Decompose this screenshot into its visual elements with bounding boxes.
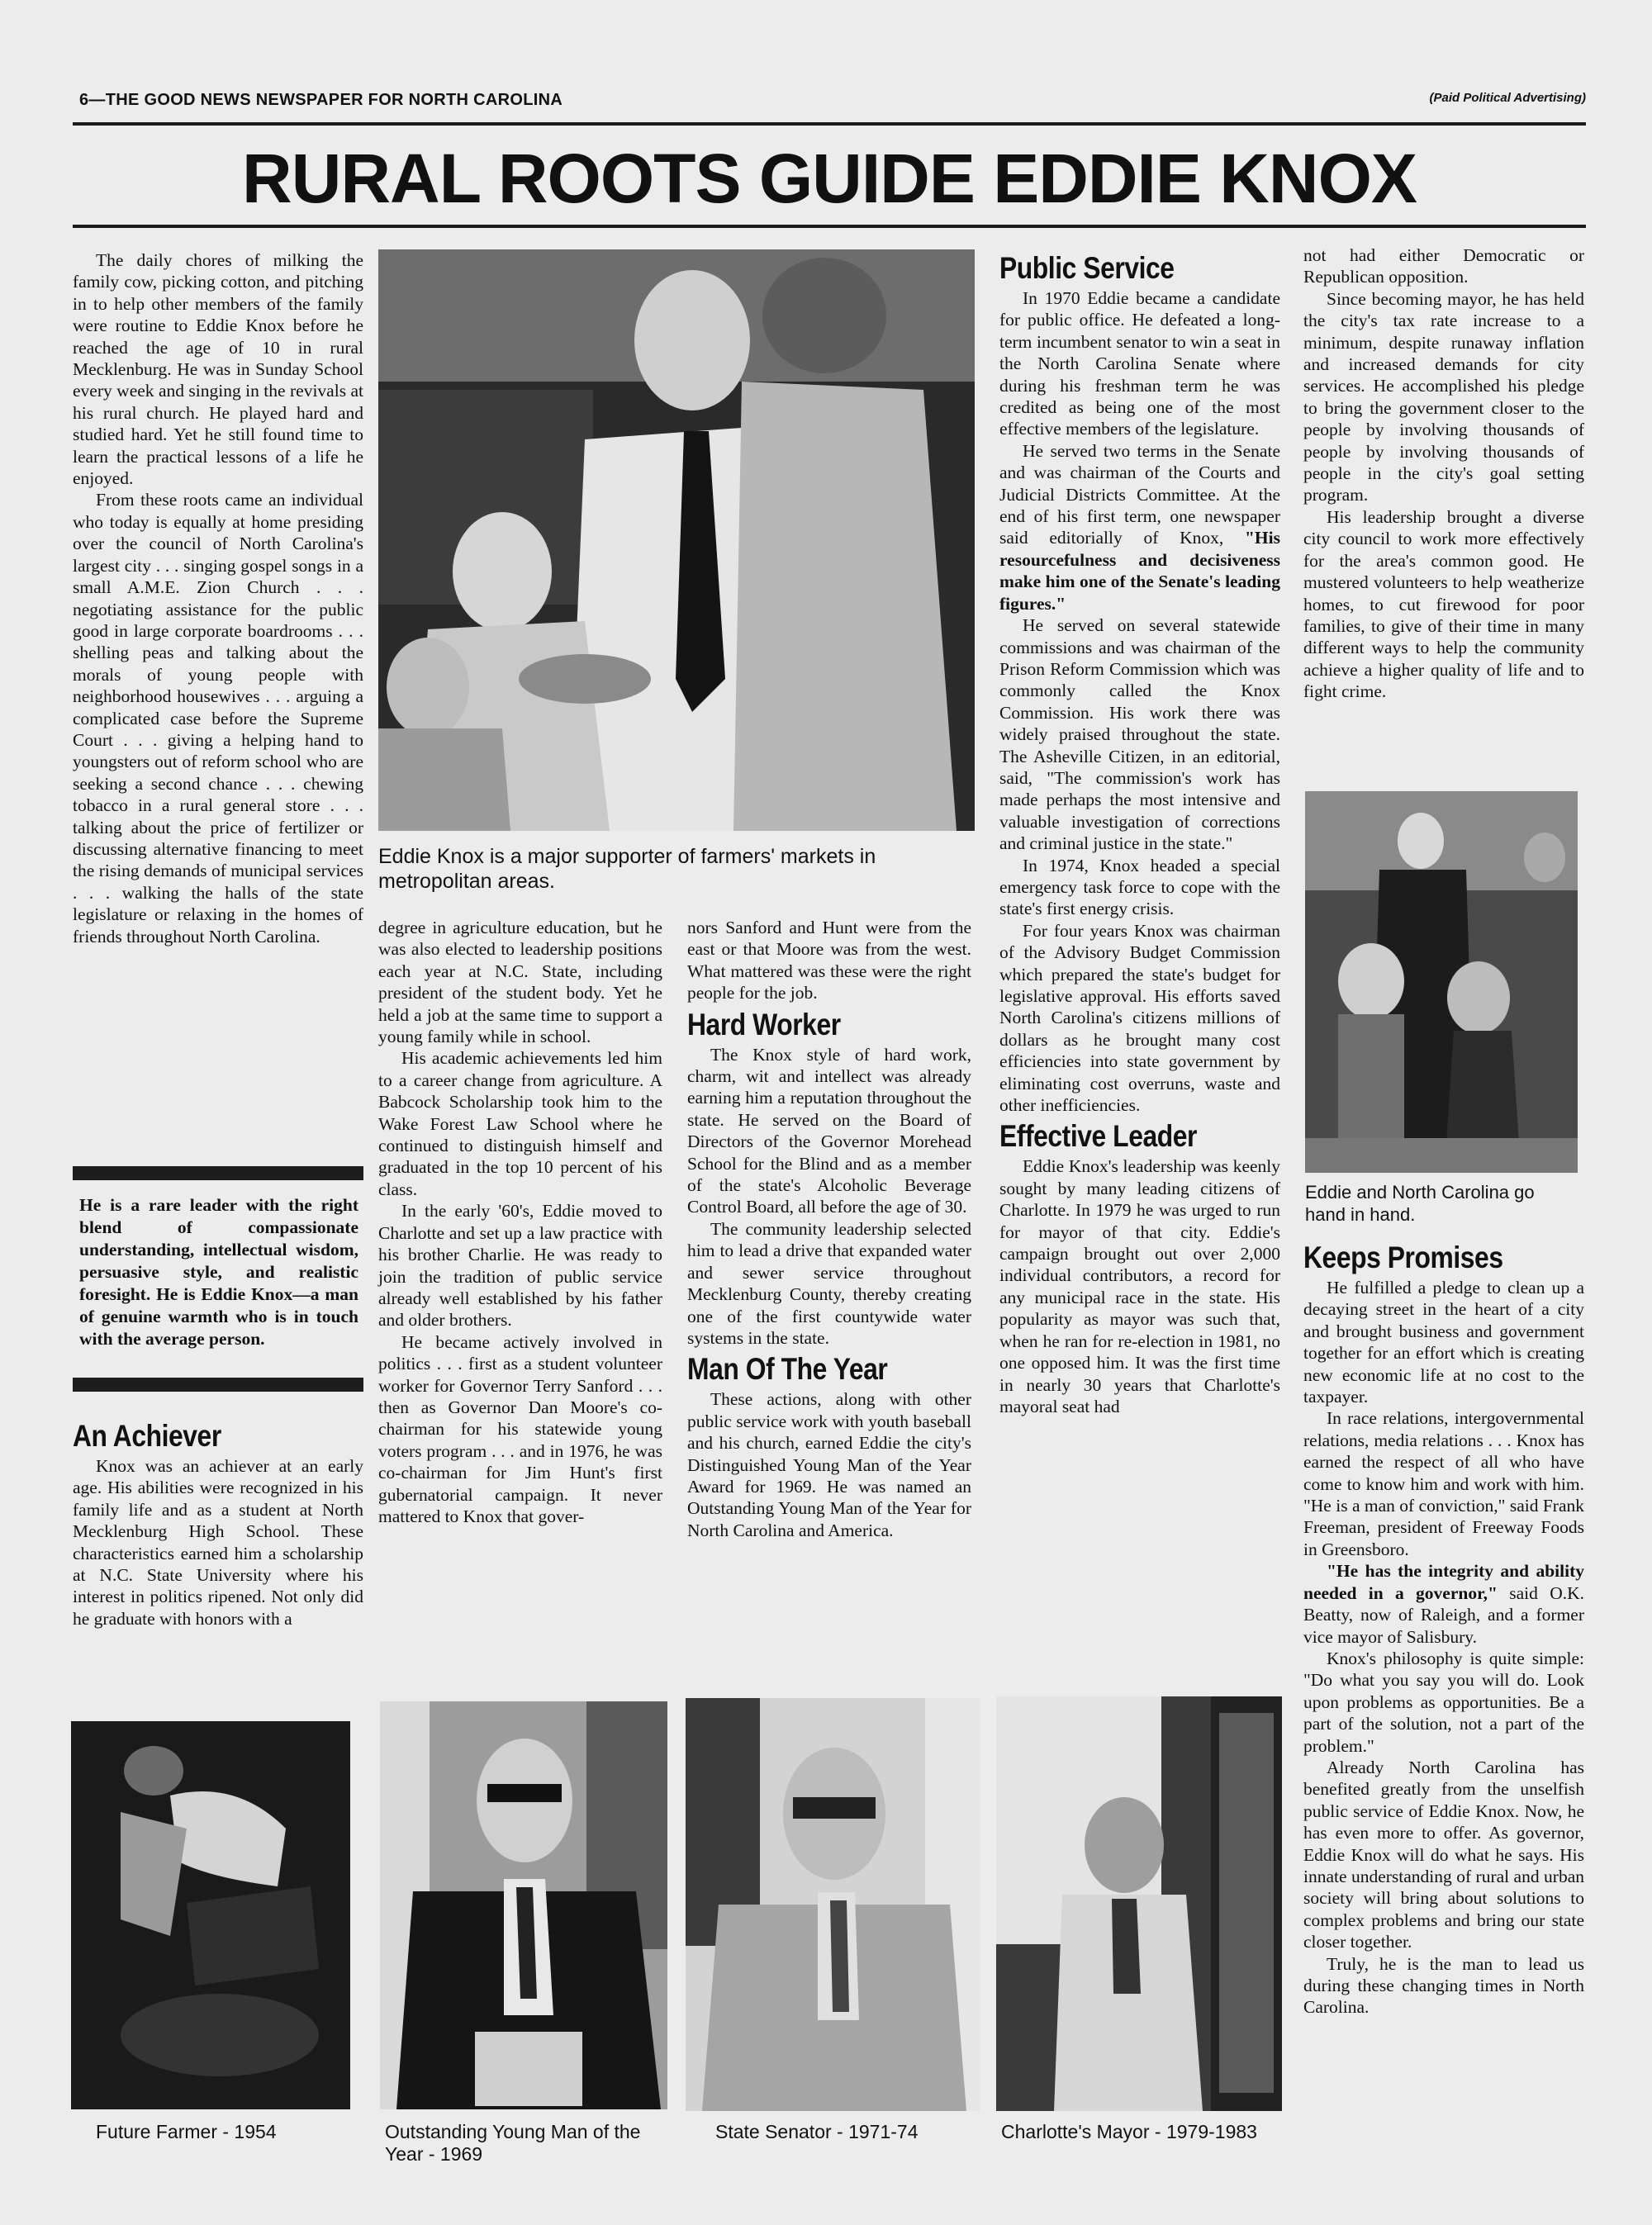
heading-man-of-the-year: Man Of The Year [687, 1352, 888, 1387]
col5-p2: Since becoming mayor, he has held the city's tax rate increase to a minimum, despite runaway inflation and increased demands for city services. He accomplished his pledge to bring the government closer to the people by involving thousands of people by involving thousands of people in the city's goal setting program. [1303, 288, 1584, 505]
col4-p2 [999, 440, 1280, 614]
col2-p2: His academic achievements led him to a career change from agriculture. A Babcock Scholarship took him to the Wake Forest Law School where he continued to distinguish himself and graduated in the top 10 percent of his class. [378, 1048, 662, 1199]
photo-state-senator [686, 1698, 980, 2111]
photo-charlotte-mayor [996, 1696, 1282, 2111]
column-5-lower [1303, 1237, 1584, 2019]
column-1 [73, 249, 363, 947]
col4-p6: Eddie Knox's leadership was keenly sought by many leading citizens of Charlotte. In 1979 he was urged to run for mayor of that city. Eddie's campaign brought out over 2,000 individual contributors, a record for any municipal race in the state. His popularity as mayor was such that, when he ran for re-election in 1981, no one opposed him. It was the first time in nearly 30 years that Charlotte's mayoral seat had [999, 1156, 1280, 1416]
photo-farmers-market [378, 249, 975, 831]
photo-farmers-market-image [378, 249, 975, 831]
col2-p3: In the early '60's, Eddie moved to Charlotte and set up a law practice with his brother Charlie. He was ready to join the tradition of public service already well established by his father and older brothers. [378, 1201, 662, 1331]
col3-p4: These actions, along with other public service work with youth baseball and his church, earned Eddie the city's Distinguished Young Man of the Year Award for 1969. He was named an Outstanding Young Man of the Year for North Carolina and America. [687, 1389, 971, 1540]
caption-state-senator: State Senator - 1971-74 [715, 2121, 919, 2142]
photo-hand-in-hand-image [1305, 791, 1578, 1173]
col5-p6b: said O.K. Beatty, now of Raleigh, and a former vice mayor of Salisbury. [1303, 1582, 1585, 1647]
col4-p3: He served on several statewide commissions and was chairman of the Prison Reform Commission which was commonly called the Knox Commission. His work there was widely praised throughout the state. The Asheville Citizen, in an editorial, said, "The commission's work has made perhaps the most intensive and valuable investigation of corrections and criminal justice in the state." [999, 615, 1280, 854]
col1-p2: From these roots came an individual who today is equally at home presiding over the council of North Carolina's largest city . . . singing gospel songs in a small A.M.E. Zion Church . . . negotiating assistance for the public good in large corporate boardrooms . . . shelling peas and talking about the morals of young people with neighborhood housewives . . . arguing a complicated case before the Supreme Court . . . giving a helping hand to youngsters out of reform school who are seeking a second chance . . . chewing tobacco in a rural general store . . . talking about the price of fertilizer or discussing alternative financing to meet the rising demands of municipal services . . . walking the halls of the state legislature or relaxing in the homes of friends throughout North Carolina. [73, 490, 363, 946]
col5-p7: Knox's philosophy is quite simple: "Do what you say you will do. Look upon problems as opportunities. Be a part of the solution, not a part of the problem." [1303, 1648, 1584, 1756]
column-4 [999, 248, 1280, 1417]
col4-quote: "His resourcefulness and decisiveness make him one of the Senate's leading figures." [999, 528, 1280, 614]
heading-keeps-promises: Keeps Promises [1303, 1241, 1503, 1274]
col3-p1: nors Sanford and Hunt were from the east or that Moore was from the west. What mattered was these were the right people for the job. [687, 918, 971, 1003]
col5-quote: "He has the integrity and ability needed in a governor," [1303, 1561, 1584, 1603]
column-5 [1303, 244, 1584, 703]
top-rule [73, 122, 1586, 126]
col2-p4: He became actively involved in politics . . . first as a student volunteer worker for Governor Terry Sanford . . . then as Governor Dan Moore's co-chairman for his statewide young voters program . . . and in 1976, he was co-chairman for Jim Hunt's first gubernatorial campaign. It never mattered to Knox that gover- [378, 1331, 662, 1526]
column-3 [687, 917, 971, 1541]
column-2 [378, 917, 662, 1527]
page-folio: 6—THE GOOD NEWS NEWSPAPER FOR NORTH CAROLINA [79, 91, 563, 109]
photo-future-farmer [71, 1721, 350, 2109]
col2-p1: degree in agriculture education, but he was also elected to leadership positions each year at N.C. State, including president of the student body. Yet he held a job at the same time to support a young family while in school. [378, 918, 662, 1047]
paid-notice: (Paid Political Advertising) [1429, 91, 1586, 105]
heading-effective-leader: Effective Leader [999, 1119, 1197, 1154]
caption-hand-in-hand: Eddie and North Carolina go hand in hand. [1305, 1182, 1535, 1225]
heading-public-service: Public Service [999, 251, 1175, 285]
pull-quote-bottom-bar [73, 1378, 363, 1392]
photo-young-man-1969 [380, 1701, 667, 2109]
photo-state-senator-image [686, 1698, 980, 2111]
col4-p2a: He served two terms in the Senate and was chairman of the Courts and Judicial Districts Committee. At the end of his first term, one newspaper said editorially of Knox, [999, 440, 1280, 548]
col5-p5: In race relations, intergovernmental relations, media relations . . . Knox has earned the respect of all who have come to know him and work with him. "He is a man of conviction," said Frank Freeman, president of Freeway Foods in Greensboro. [1303, 1408, 1584, 1559]
col5-p3: His leadership brought a diverse city council to work more effectively for the area's common good. He mustered volunteers to help weatherize homes, to cut firewood for poor families, to give of their time in many different ways to help the community achieve a higher quality of life and to fight crime. [1303, 506, 1584, 702]
photo-young-man-1969-image [380, 1701, 667, 2109]
col4-p1: In 1970 Eddie became a candidate for public office. He defeated a long-term incumbent senator to win a seat in the North Carolina Senate where during his freshman term he was credited as being one of the most effective members of the legislature. [999, 288, 1280, 439]
col3-p3: The community leadership selected him to lead a drive that expanded water and sewer service throughout Mecklenburg County, thereby creating one of the first countywide water systems in the state. [687, 1218, 971, 1348]
photo-future-farmer-image [71, 1721, 350, 2109]
col5-p8: Already North Carolina has benefited greatly from the unselfish public service of Eddie Knox. Now, he has even more to offer. As governor, Eddie Knox will do what he says. His innate understanding of rural and urban society will bring about solutions to complex problems and bring our state closer together. [1303, 1757, 1584, 1952]
pull-quote: He is a rare leader with the right blend of compassionate understanding, intellectual wisdom, persuasive style, and realistic foresight. He is Eddie Knox—a man of genuine warmth who is in touch with the average person. [79, 1195, 358, 1349]
col5-p6 [1303, 1560, 1584, 1648]
column-1-lower [73, 1416, 363, 1630]
col3-p2: The Knox style of hard work, charm, wit and intellect was already earning him a reputation throughout the state. He served on the Board of Directors of the Governor Morehead School for the Blind and as a member of the state's Alcoholic Beverage Control Board, all before the age of 30. [687, 1044, 971, 1217]
caption-farmers-market: Eddie Knox is a major supporter of farmers' markets in metropolitan areas. [378, 845, 876, 893]
caption-future-farmer: Future Farmer - 1954 [96, 2121, 277, 2142]
col4-p5: For four years Knox was chairman of the Advisory Budget Commission which prepared the state's budget for legislative approval. His efforts saved North Carolina's citizens millions of dollars as he brought many cost efficiencies into state government by eliminating cost overruns, waste and other inefficiencies. [999, 920, 1280, 1116]
headline: RURAL ROOTS GUIDE EDDIE KNOX [242, 140, 1417, 217]
caption-charlotte-mayor: Charlotte's Mayor - 1979-1983 [1001, 2121, 1257, 2142]
col1-p3: Knox was an achiever at an early age. His abilities were recognized in his family life and as a student at North Mecklenburg High School. These characteristics earned him a scholarship at N.C. State University where his interest in politics ripened. Not only did he graduate with honors with a [73, 1456, 363, 1629]
pull-quote-top-bar [73, 1166, 363, 1180]
photo-charlotte-mayor-image [996, 1696, 1282, 2111]
col1-p1: The daily chores of milking the family cow, picking cotton, and pitching in to help other members of the family were routine to Eddie Knox before he reached the age of 10 in rural Mecklenburg. He was in Sunday School every week and singing in the revivals at his rural church. He played hard and studied hard. Yet he still found time to learn the practical lessons of a life he enjoyed. [73, 250, 363, 489]
caption-young-man-1969: Outstanding Young Man of the Year - 1969 [385, 2121, 641, 2165]
heading-hard-worker: Hard Worker [687, 1007, 841, 1041]
col5-p9: Truly, he is the man to lead us during these changing times in North Carolina. [1303, 1953, 1584, 2018]
photo-hand-in-hand [1305, 791, 1578, 1173]
col4-p4: In 1974, Knox headed a special emergency task force to cope with the state's first energy crisis. [999, 855, 1280, 919]
headline-rule [73, 225, 1586, 228]
col5-p4: He fulfilled a pledge to clean up a decaying street in the heart of a city and brought business and government together for an effort which is creating new economic life at no cost to the taxpayer. [1303, 1278, 1584, 1407]
col5-p1: not had either Democratic or Republican opposition. [1303, 245, 1584, 287]
heading-an-achiever: An Achiever [73, 1419, 221, 1453]
